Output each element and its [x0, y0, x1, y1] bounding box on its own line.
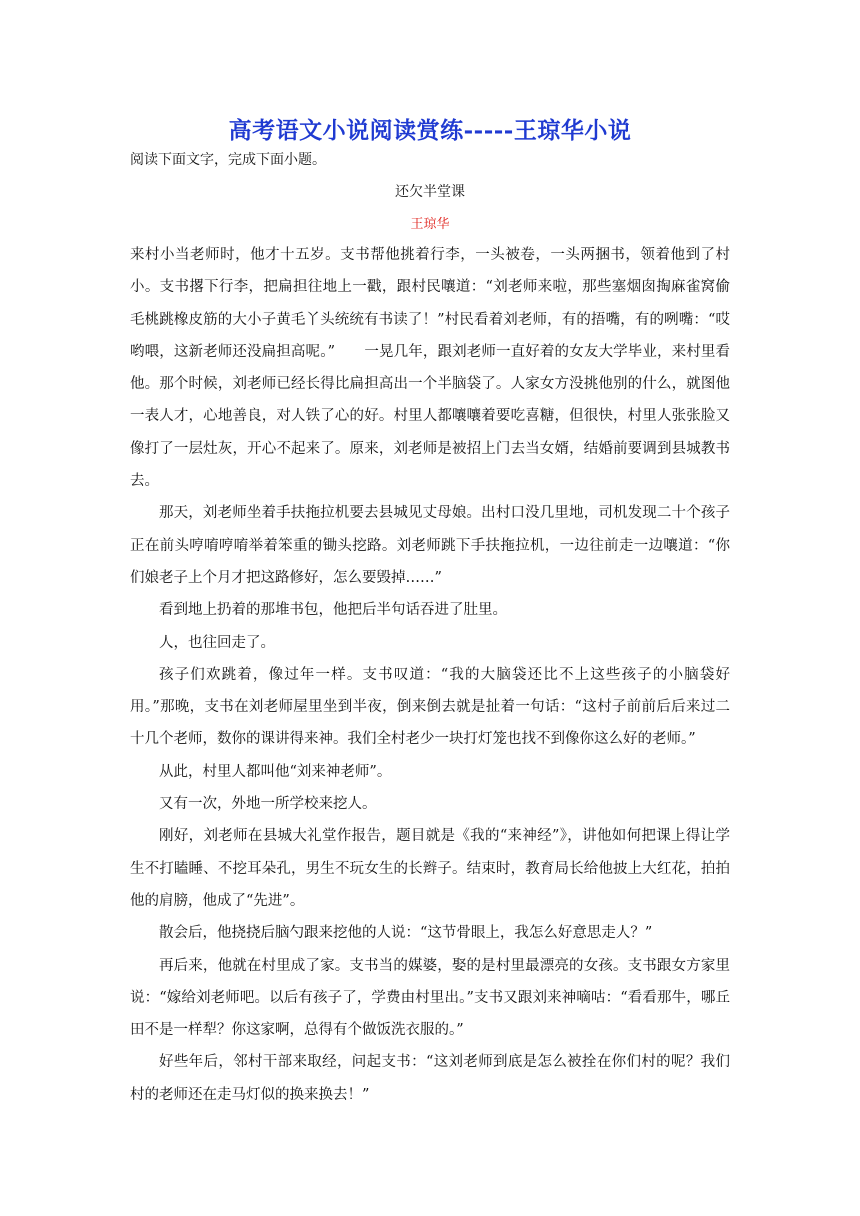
- paragraph: 从此，村里人都叫他“刘来神老师”。: [159, 763, 392, 780]
- paragraph: 散会后，他挠挠后脑勺跟来挖他的人说：“这节骨眼上，我怎么好意思走人？”: [159, 925, 653, 942]
- story-title: 还欠半堂课: [395, 184, 465, 200]
- paragraph: 孩子们欢跳着，像过年一样。支书叹道：“我的大脑袋还比不上这些孩子的小脑袋好用。”那晚，支书在刘老师屋里坐到半夜，倒来倒去就是扯着一句话：“这村子前前后后来过二十几个老师，数你的课讲得来神。我们全村老少一块打灯笼也找不到像你这么好的老师。”: [130, 666, 730, 748]
- paragraph: 看到地上扔着的那堆书包，他把后半句话吞进了肚里。: [159, 602, 507, 619]
- paragraph: 人，也往回走了。: [159, 634, 275, 651]
- story-body: [130, 239, 730, 1111]
- paragraph: 来村小当老师时，他才十五岁。支书帮他挑着行李，一头被卷，一头两捆书，领着他到了村小。支书撂下行李，把扁担往地上一戳，跟村民嚷道：“刘老师来啦，那些塞烟囱掏麻雀窝偷毛桃跳橡皮筋的大小子黄毛丫头统统有书读了！”村民看着刘老师，有的捂嘴，有的咧嘴：“哎哟喂，这新老师还没扁担高呢。” 一晃几年，跟刘老师一直好着的女友大学毕业，来村里看他。那个时候，刘老师已经长得比扁担高出一个半脑袋了。人家女方没挑他别的什么，就图他一表人才，心地善良，对人铁了心的好。村里人都嚷嚷着要吃喜糖，但很快，村里人张张脸又像打了一层灶灰，开心不起来了。原来，刘老师是被招上门去当女婿，结婚前要调到县城教书去。: [130, 247, 730, 490]
- paragraph: 刚好，刘老师在县城大礼堂作报告，题目就是《我的“来神经”》，讲他如何把课上得让学生不打瞌睡、不挖耳朵孔，男生不玩女生的长辫子。结束时，教育局长给他披上大红花，拍拍他的肩膀，他成了“先进”。: [130, 828, 730, 909]
- paragraph: 再后来，他就在村里成了家。支书当的媒婆，娶的是村里最漂亮的女孩。支书跟女方家里说：“嫁给刘老师吧。以后有孩子了，学费由村里出。”支书又跟刘来神嘀咕：“看看那牛，哪丘田不是一样犁？你这家啊，总得有个做饭洗衣服的。”: [130, 957, 730, 1039]
- paragraph: 那天，刘老师坐着手扶拖拉机要去县城见丈母娘。出村口没几里地，司机发现二十个孩子正在前头哼唷哼唷举着笨重的锄头挖路。刘老师跳下手扶拖拉机，一边往前走一边嚷道：“你们娘老子上个月才把这路修好，怎么要毁掉……”: [130, 505, 730, 586]
- reading-instruction: 阅读下面文字，完成下面小题。: [130, 152, 326, 168]
- paragraph: 又有一次，外地一所学校来挖人。: [159, 796, 377, 813]
- paragraph: 好些年后，邻村干部来取经，问起支书：“这刘老师到底是怎么被拴在你们村的呢？我们村的老师还在走马灯似的换来换去！”: [130, 1054, 730, 1103]
- document-title: 高考语文小说阅读赏练-----王琼华小说: [228, 117, 632, 144]
- story-author: 王琼华: [410, 217, 450, 232]
